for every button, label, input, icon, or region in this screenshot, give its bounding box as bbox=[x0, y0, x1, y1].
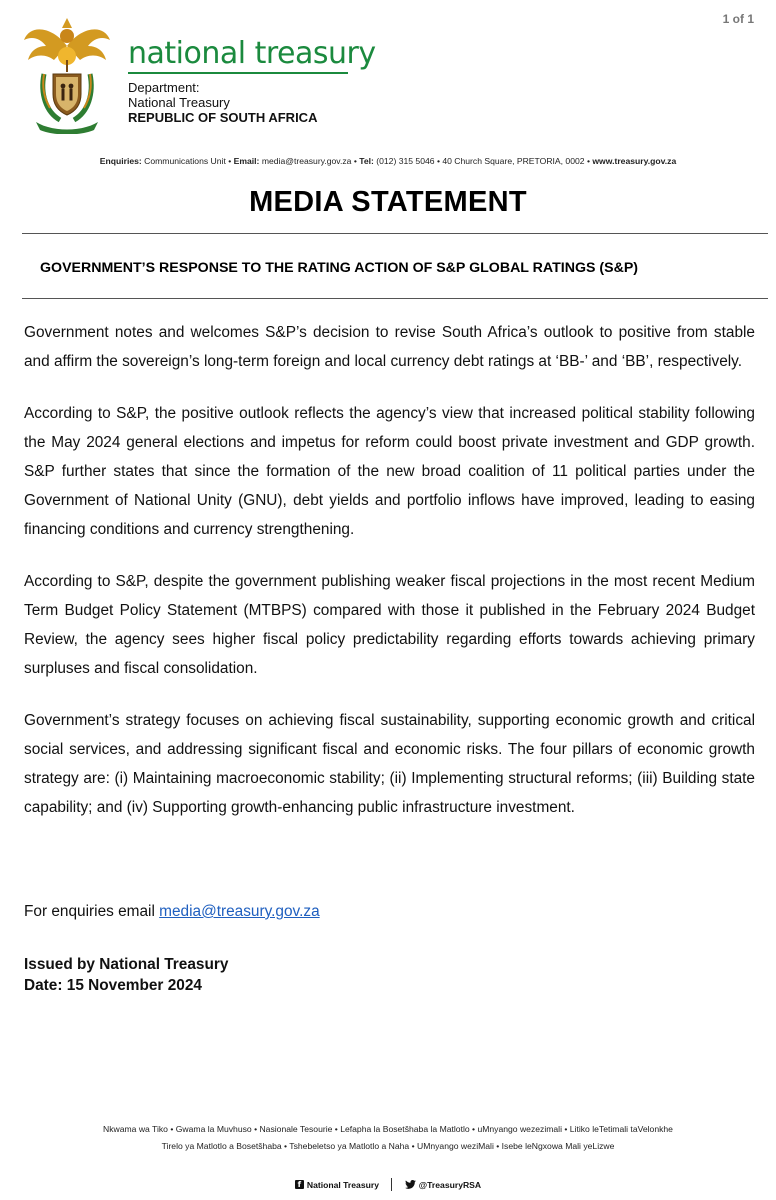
department-name: National Treasury bbox=[128, 95, 230, 110]
enquiries-prefix: For enquiries email bbox=[24, 903, 160, 920]
body-paragraph: Government’s strategy focuses on achieving fiscal sustainability, supporting economic growth and critical social services, and addressing significant fiscal and economic risks. The four pillars of economic growth strategy are: (i) Maintaining macroeconomic stability; (ii) Implementing structural reforms; (iii) Building state capability; and (iv) Supporting growth-enhancing public infrastructure investment. bbox=[24, 712, 755, 816]
footer-languages-line-1: Nkwama wa Tiko • Gwama la Muvhuso • Nasionale Tesourie • Lefapha la Bosetšhaba la Matlotlo • uMnyango wezezimali • Litiko leTetimali taVelonkhe bbox=[103, 1124, 673, 1134]
email-label: Email: bbox=[233, 156, 260, 166]
department-label: Department: bbox=[128, 80, 200, 95]
letterhead bbox=[22, 16, 762, 146]
issued-by: Issued by National Treasury bbox=[24, 956, 229, 973]
org-brand bbox=[128, 38, 376, 125]
tel-value: (012) 315 5046 bbox=[376, 156, 435, 166]
statement-headline: GOVERNMENT’S RESPONSE TO THE RATING ACTION OF S&P GLOBAL RATINGS (S&P) bbox=[40, 260, 639, 276]
social-divider bbox=[391, 1178, 392, 1191]
body-paragraph: Government notes and welcomes S&P’s decision to revise South Africa’s outlook to positive from stable and affirm the sovereign’s long-term foreign and local currency debt ratings at ‘BB-’ and ‘BB’, respectively. bbox=[24, 324, 755, 370]
contact-email: media@treasury.gov.za bbox=[261, 156, 352, 166]
facebook-icon: f bbox=[295, 1180, 304, 1189]
facebook-link[interactable] bbox=[295, 1180, 379, 1190]
facebook-label: National Treasury bbox=[306, 1179, 379, 1190]
coat-of-arms-icon bbox=[22, 16, 112, 134]
footer-languages-line-2: Tirelo ya Matlotlo a Bosetšhaba • Tshebeletso ya Matlotlo a Naha • UMnyango weziMali • Isebe leNgxowa Mali yeLizwe bbox=[161, 1141, 615, 1151]
body-paragraph: According to S&P, despite the government publishing weaker fiscal projections in the most recent Medium Term Budget Policy Statement (MTBPS) compared with those it published in the February 2024 Budget Review, the agency sees higher fiscal policy predictability regarding efforts towards achieving primary surpluses and fiscal consolidation. bbox=[24, 573, 755, 677]
bullet-separator: • bbox=[436, 156, 443, 166]
org-name: national treasury bbox=[128, 36, 376, 71]
enquiries-line bbox=[24, 903, 320, 921]
bullet-separator: • bbox=[353, 156, 360, 166]
divider-bottom bbox=[22, 298, 768, 299]
republic-name: REPUBLIC OF SOUTH AFRICA bbox=[128, 110, 318, 125]
twitter-handle: @TreasuryRSA bbox=[418, 1179, 482, 1190]
page-counter: 1 of 1 bbox=[722, 12, 754, 26]
address: 40 Church Square, PRETORIA, 0002 bbox=[442, 156, 585, 166]
website: www.treasury.gov.za bbox=[592, 156, 677, 166]
body-paragraph: According to S&P, the positive outlook reflects the agency’s view that increased political stability following the May 2024 general elections and impetus for reform could boost private investment and GDP growth. S&P further states that since the formation of the new broad coalition of 11 political parties under the Government of National Unity (GNU), debt yields and portfolio inflows have improved, leading to easing financing conditions and currency strengthening. bbox=[24, 405, 755, 538]
enquiries-value: Communications Unit bbox=[144, 156, 226, 166]
enquiries-label: Enquiries: bbox=[99, 156, 142, 166]
enquiries-email-link[interactable]: media@treasury.gov.za bbox=[159, 903, 320, 920]
brand-divider bbox=[128, 72, 348, 74]
twitter-link[interactable] bbox=[405, 1180, 481, 1190]
tel-label: Tel: bbox=[359, 156, 374, 166]
contact-line bbox=[0, 156, 776, 166]
statement-body bbox=[24, 318, 755, 845]
document-type-title: MEDIA STATEMENT bbox=[249, 186, 527, 218]
social-links bbox=[0, 1178, 776, 1191]
twitter-icon bbox=[405, 1180, 416, 1189]
bullet-separator: • bbox=[586, 156, 593, 166]
divider-top bbox=[22, 233, 768, 234]
bullet-separator: • bbox=[228, 156, 234, 166]
issue-date: Date: 15 November 2024 bbox=[24, 977, 202, 994]
